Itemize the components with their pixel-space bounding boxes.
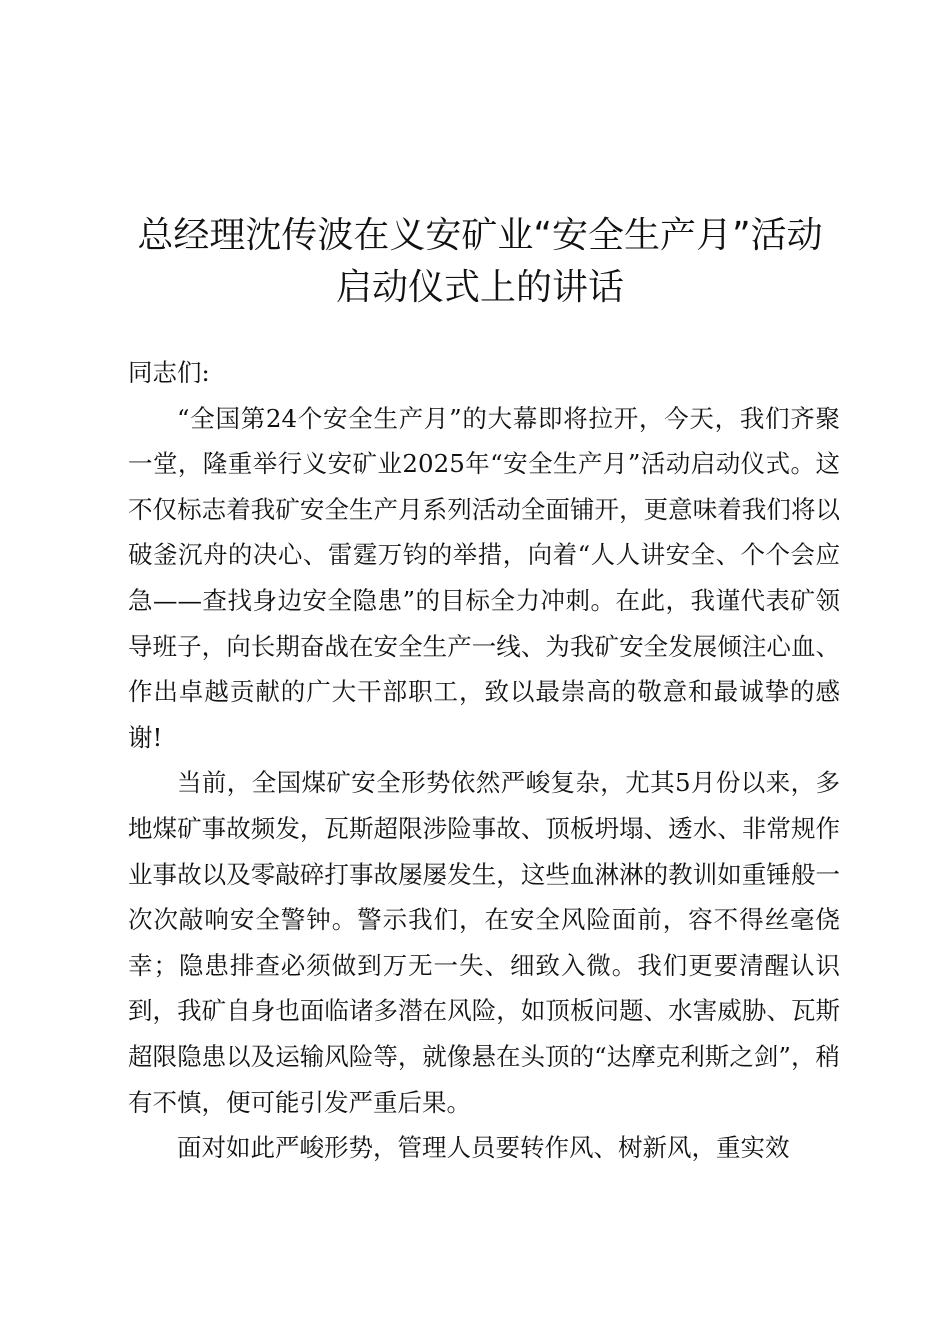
paragraph-2: 当前，全国煤矿安全形势依然严峻复杂，尤其5月份以来，多地煤矿事故频发，瓦斯超限涉险事故、顶板坍塌、透水、非常规作业事故以及零敲碎打事故屡屡发生，这些血淋淋的教训如重锤般一次次敲响安全警钟。警示我们，在安全风险面前，容不得丝毫侥幸；隐患排查必须做到万无一失、细致入微。我们更要清醒认识到，我矿自身也面临诸多潜在风险，如顶板问题、水害威胁、瓦斯超限隐患以及运输风险等，就像悬在头顶的“达摩克利斯之剑”，稍有不慎，便可能引发严重后果。 bbox=[128, 768, 840, 1117]
paragraph-1: “全国第24个安全生产月”的大幕即将拉开，今天，我们齐聚一堂，隆重举行义安矿业2025年“安全生产月”活动启动仪式。这不仅标志着我矿安全生产月系列活动全面铺开，更意味着我们将以破釜沉舟的决心、雷霆万钧的举措，向着“人人讲安全、个个会应急——查找身边安全隐患”的目标全力冲刺。在此，我谨代表矿领导班子，向长期奋战在安全生产一线、为我矿安全发展倾注心血、作出卓越贡献的广大干部职工，致以最崇高的敬意和最诚挚的感谢! bbox=[128, 403, 840, 752]
paragraph-3: 面对如此严峻形势，管理人员要转作风、树新风，重实效 bbox=[177, 1133, 790, 1163]
document-body bbox=[128, 350, 840, 1171]
document-title bbox=[120, 210, 840, 314]
title-line-1: 总经理沈传波在义安矿业“安全生产月”活动 bbox=[137, 215, 823, 256]
title-line-2: 启动仪式上的讲话 bbox=[335, 267, 624, 308]
salutation: 同志们: bbox=[128, 358, 210, 387]
